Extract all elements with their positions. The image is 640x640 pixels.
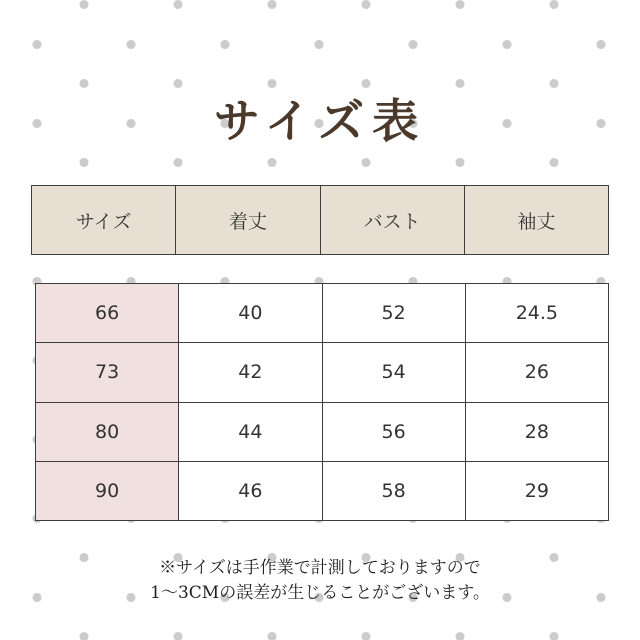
table-row (36, 462, 608, 520)
table-row (36, 403, 608, 462)
note-line-2: 1～3CMの誤差が生じることがございます。 (150, 583, 490, 603)
size-cell: 73 (36, 343, 179, 401)
table-row (36, 284, 608, 343)
length-cell: 42 (179, 343, 322, 401)
bust-cell: 54 (323, 343, 466, 401)
bust-cell: 58 (323, 462, 466, 520)
size-cell: 90 (36, 462, 179, 520)
size-table-header (31, 185, 609, 255)
sleeve-cell: 29 (524, 479, 549, 502)
sleeve-cell: 26 (524, 361, 549, 384)
size-cell: 80 (36, 403, 179, 461)
header-length: 着丈 (176, 186, 320, 254)
size-table (35, 283, 609, 521)
header-sleeve: 袖丈 (517, 210, 556, 233)
page-title: サイズ表 (213, 94, 427, 148)
length-cell: 46 (179, 462, 322, 520)
bust-cell: 56 (323, 403, 466, 461)
header-bust: バスト (321, 186, 465, 254)
sleeve-cell: 28 (524, 420, 549, 443)
size-cell: 66 (36, 284, 179, 342)
table-row (36, 343, 608, 402)
bust-cell: 52 (323, 284, 466, 342)
sleeve-cell: 24.5 (515, 302, 559, 325)
note-line-1: ※サイズは手作業で計測しておりますので (159, 558, 481, 578)
header-size: サイズ (32, 186, 176, 254)
length-cell: 40 (179, 284, 322, 342)
length-cell: 44 (179, 403, 322, 461)
measurement-note (0, 556, 640, 606)
